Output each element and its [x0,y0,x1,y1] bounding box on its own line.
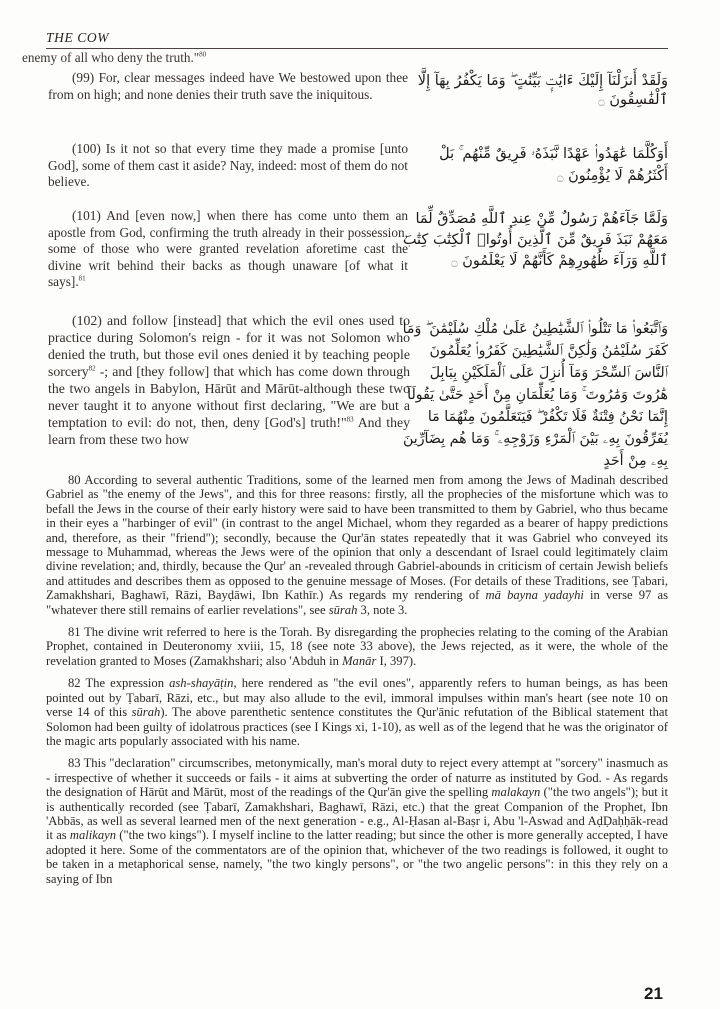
verse-number: (100) [72,141,101,156]
verse-101-arabic: وَلَمَّا جَآءَهُمْ رَسُولٌ مِّنْ عِندِ ٱللَّهِ مُصَدِّقٌ لِّمَا مَعَهُمْ نَبَذَ فَرِيقٌ مِّنَ ٱلَّذِينَ أُوتُوا۟ ٱلْكِتَٰبَ كِتَٰبَ ٱللَّهِ وَرَآءَ ظُهُورِهِمْ كَأَنَّهُمْ لَا يَعْلَمُونَ ۝ [402,211,668,269]
verse-101-translation: (101) And [even now,] when there has come unto them an apostle from God, confirming the truth already in their possession, some of those who were granted revelation aforetime cast the divine writ behind their backs as though unaware [of what it says].$^{81}$ [48,208,408,290]
note-ref: 80 [199,50,207,59]
note-ref: 81 [78,274,86,283]
note-ref: 82 [88,364,96,373]
verse-99-translation: (99) For, clear messages indeed have We bestowed upon thee from on high; and none denies their truth save the iniquitous. [48,70,408,102]
footnote-83: 83 This "declaration" circumscribes, metonymically, man's moral duty to reject every attempt at "sorcery" inasmuch as - irrespective of whether it succeeds or fails - it aims at subverting the order of naturre as instituted by God. - As regards the designation of Hārūt and Mārūt, most of the readings of the Qur'ān give the spelling malakayn ("the two angels"); but it is authentically recorded (see Ṭabarī, Zamakhshari, Baghawī, Rāzi, etc.) that the great Companion of the Prophet, Ibn 'Abbās, as well as several learned men of the next generation - e.g., Al-Ḥasan al-Baṣr i, Abu 'l-Aswad and AḍḌaḥḥāk-read it as malikayn ("the two kings"). I myself incline to the latter reading; but since the other is more generally accepted, I have adopted it here. Some of the commentators are of the opinion that, whichever of the two readings is followed, it ought to be taken in a metaphorical sense, namely, "the two kingly persons", or "the two angelic persons": in this they rely on a saying of Ibn [46,756,668,886]
running-head-title: THE COW [46,30,110,45]
verse-number: (99) [72,70,95,85]
ayah-end-icon: ۝ [557,170,564,183]
footnote-81: 81 The divine writ referred to here is the Torah. By disregarding the prophecies relating to the coming of the Arabian Prophet, contained in Deuteronomy xviii, 15, 18 (see note 33 above), the Jews rejected, as it were, the whole of the revelation granted to Moses (Zamakhshari; also 'Abduh in Manār I, 397). [46,625,668,668]
carry-over-text: enemy of all who deny the truth."$^{80}$ [22,50,207,65]
running-head [46,32,668,49]
verse-102-translation: (102) and follow [instead] that which the evil ones used to practice during Solomon's reign - for it was not Solomon who denied the truth, but those evil ones denied it by teaching people sorcery$^{82}$ -; and [they follow] that which has come down through the two angels in Babylon, Hārūt and Mārūt-although these two never taught it to anyone without first declaring, "We are but a temptation to evil: do not, then, deny [God's] truth!"$^{83}$ And they learn from these two how [48,313,411,447]
footnote-80: 80 According to several authentic Traditions, some of the learned men from among the Jews of Madinah described Gabriel as "the enemy of the Jews", and this for three reasons: firstly, all the prophecies of the misfortune which was to befall the Jews in the course of their early history were said to have been transmitted to them by Gabriel, who thus became in their eyes a "harbinger of evil" (in contrast to the angel Michael, whom they regarded as a bearer of happy predictions and, therefore, as their "friend"); secondly, because the Qur'ān states repeatedly that it was Gabriel who conveyed its message to Muhammad, whereas the Jews were of the opinion that only a descendant of Israel could legitimately claim divine revelation; and, thirdly, because the Qur' an -revealed through Gabriel-abounds in criticism of certain Jewish beliefs and attitudes and describes them as opposed to the genuine message of Moses. (For details of these Traditions, see Ṭabari, Zamakhshari, Baghawī, Rāzi, Bayḍāwi, Ibn Kathīr.) As regards my rendering of mā bayna yadayhi in verse 97 as "whatever there still remains of earlier revelations", see sūrah 3, note 3. [46,473,668,617]
footnotes [46,473,668,894]
verse-number: (101) [72,208,101,223]
verse-100-translation: (100) Is it not so that every time they made a promise [unto God], some of them cast it aside? Nay, indeed: most of them do not believe. [48,141,408,190]
verse-102-arabic: وَٱتَّبَعُوا۟ مَا تَتْلُوا۟ ٱلشَّيَٰطِينُ عَلَىٰ مُلْكِ سُلَيْمَٰنَ ۖ وَمَا كَفَرَ سُلَيْمَٰنُ وَلَٰكِنَّ ٱلشَّيَٰطِينَ كَفَرُوا۟ يُعَلِّمُونَ ٱلنَّاسَ ٱلسِّحْرَ وَمَآ أُنزِلَ عَلَى ٱلْمَلَكَيْنِ بِبَابِلَ هَٰرُوتَ وَمَٰرُوتَ ۚ وَمَا يُعَلِّمَانِ مِنْ أَحَدٍ حَتَّىٰ يَقُولَآ إِنَّمَا نَحْنُ فِتْنَةٌ فَلَا تَكْفُرْ ۖ فَيَتَعَلَّمُونَ مِنْهُمَا مَا يُفَرِّقُونَ بِهِۦ بَيْنَ ٱلْمَرْءِ وَزَوْجِهِۦ ۚ وَمَا هُم بِضَآرِّينَ بِهِۦ مِنْ أَحَدٍ [402,321,668,469]
ayah-end-icon: ۝ [598,94,605,107]
verse-number: (102) [72,313,102,328]
page-number: 21 [644,984,663,1003]
note-ref: 83 [346,415,354,424]
footnote-82: 82 The expression ash-shayāṭin, here rendered as "the evil ones", apparently refers to human beings, as has been pointed out by Ṭabarī, Rāzi, etc., but may also allude to the evil, immoral impulses within man's heart (see note 10 on verse 14 of this sūrah). The above parenthetic sentence constitutes the Qur'ānic refutation of the Biblical statement that Solomon had been guilty of idolatrous practices (see I Kings xi, 1-10), as well as of the legend that he was the originator of the magic arts popularly associated with his name. [46,676,668,748]
ayah-end-icon: ۝ [451,255,458,268]
verse-100-arabic: أَوَكُلَّمَا عَٰهَدُوا۟ عَهْدًا نَّبَذَهُۥ فَرِيقٌ مِّنْهُم ۚ بَلْ أَكْثَرُهُمْ لَا يُؤْمِنُونَ ۝ [439,146,668,184]
verse-99-arabic: وَلَقَدْ أَنزَلْنَآ إِلَيْكَ ءَايَٰتٍۭ بَيِّنَٰتٍ ۖ وَمَا يَكْفُرُ بِهَآ إِلَّا ٱلْفَٰسِقُونَ ۝ [417,73,668,108]
